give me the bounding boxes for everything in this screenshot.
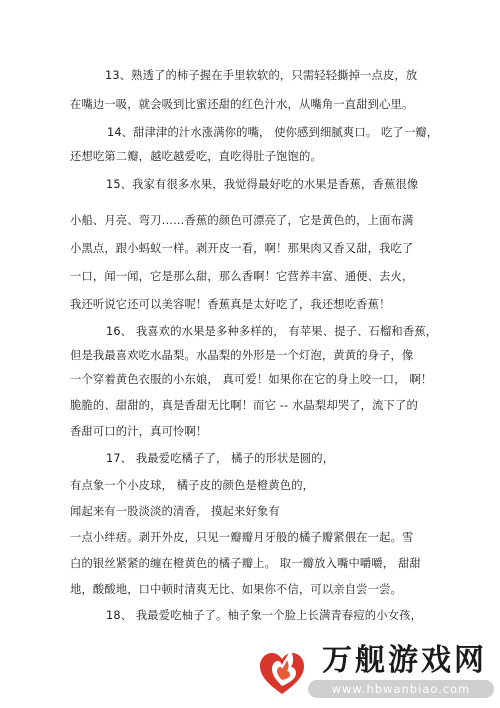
text-line: 一个穿着黄色衣服的小东娘， 真可爱！如果你在它的身上咬一口， 啊！	[70, 373, 433, 386]
text-line: 一点小绊痞。剥开外皮，只见一瓣瓣月牙般的橘子瓣紧偎在一起。雪	[70, 531, 414, 544]
site-watermark	[248, 636, 500, 708]
text-line: 小黑点，跟小蚂蚁一样。剥开皮一看，啊！那果肉又香又甜，我吃了	[70, 242, 414, 255]
text-line: 脆脆的、甜甜的，真是香甜无比啊！而它 -- 水晶梨却哭了，流下了的	[70, 399, 418, 412]
watermark-title: 万舰游戏网	[322, 643, 487, 678]
text-line: 18、 我最爱吃柚子了。柚子象一个脸上长满青春痘的小女孩，	[106, 609, 423, 622]
flame-heart-logo-icon	[254, 642, 310, 698]
text-line: 14、甜津津的汁水涨满你的嘴， 使你感到细腻爽口。 吃了一瓣，	[107, 126, 439, 139]
text-line: 还想吃第二瓣，越吃越爱吃，直吃得肚子饱饱的。	[70, 150, 322, 163]
text-line: 白的银丝紧紧的缠在橙黄色的橘子瓣上。 取一瓣放入嘴中嚼嚼， 甜甜	[70, 557, 421, 570]
text-line: 地，酸酸地，口中顿时清爽无比、如果你不信，可以亲自尝一尝。	[70, 583, 402, 596]
text-line: 小船、月亮、弯刀……香蕉的颜色可漂亮了，它是黄色的，上面布满	[70, 214, 414, 227]
text-line: 一口，闻一闻，它是那么甜，那么香啊！它营养丰富、通便、去火，	[70, 270, 414, 283]
text-line: 15、我家有很多水果，我觉得最好吃的水果是香蕉，香蕉很像	[106, 178, 419, 191]
text-line: 在嘴边一吸，就会吸到比蜜还甜的红色汁水，从嘴角一直甜到心里。	[70, 98, 414, 111]
watermark-url: www.hbwanbiao.com	[308, 680, 494, 698]
text-line: 但是我最喜欢吃水晶梨。水晶梨的外形是一个灯泡，黄黄的身子，像	[70, 349, 414, 362]
text-line: 我还听说它还可以美容呢！香蕉真是太好吃了，我还想吃香蕉！	[70, 298, 391, 311]
text-line: 13、熟透了的柿子握在手里软软的，只需轻轻撕掉一点皮，放	[105, 69, 418, 82]
text-line: 16、 我喜欢的水果是多种多样的， 有苹果、提子、石榴和香蕉，	[106, 325, 438, 338]
text-line: 有点象一个小皮球， 橘子皮的颜色是橙黄色的，	[70, 479, 315, 492]
text-line: 香甜可口的汁，真可怜啊！	[70, 425, 208, 438]
text-line: 17、 我最爱吃橘子了， 橘子的形状是圆的，	[106, 452, 335, 465]
text-line: 闻起来有一股淡淡的清香， 摸起来好象有	[70, 505, 280, 518]
